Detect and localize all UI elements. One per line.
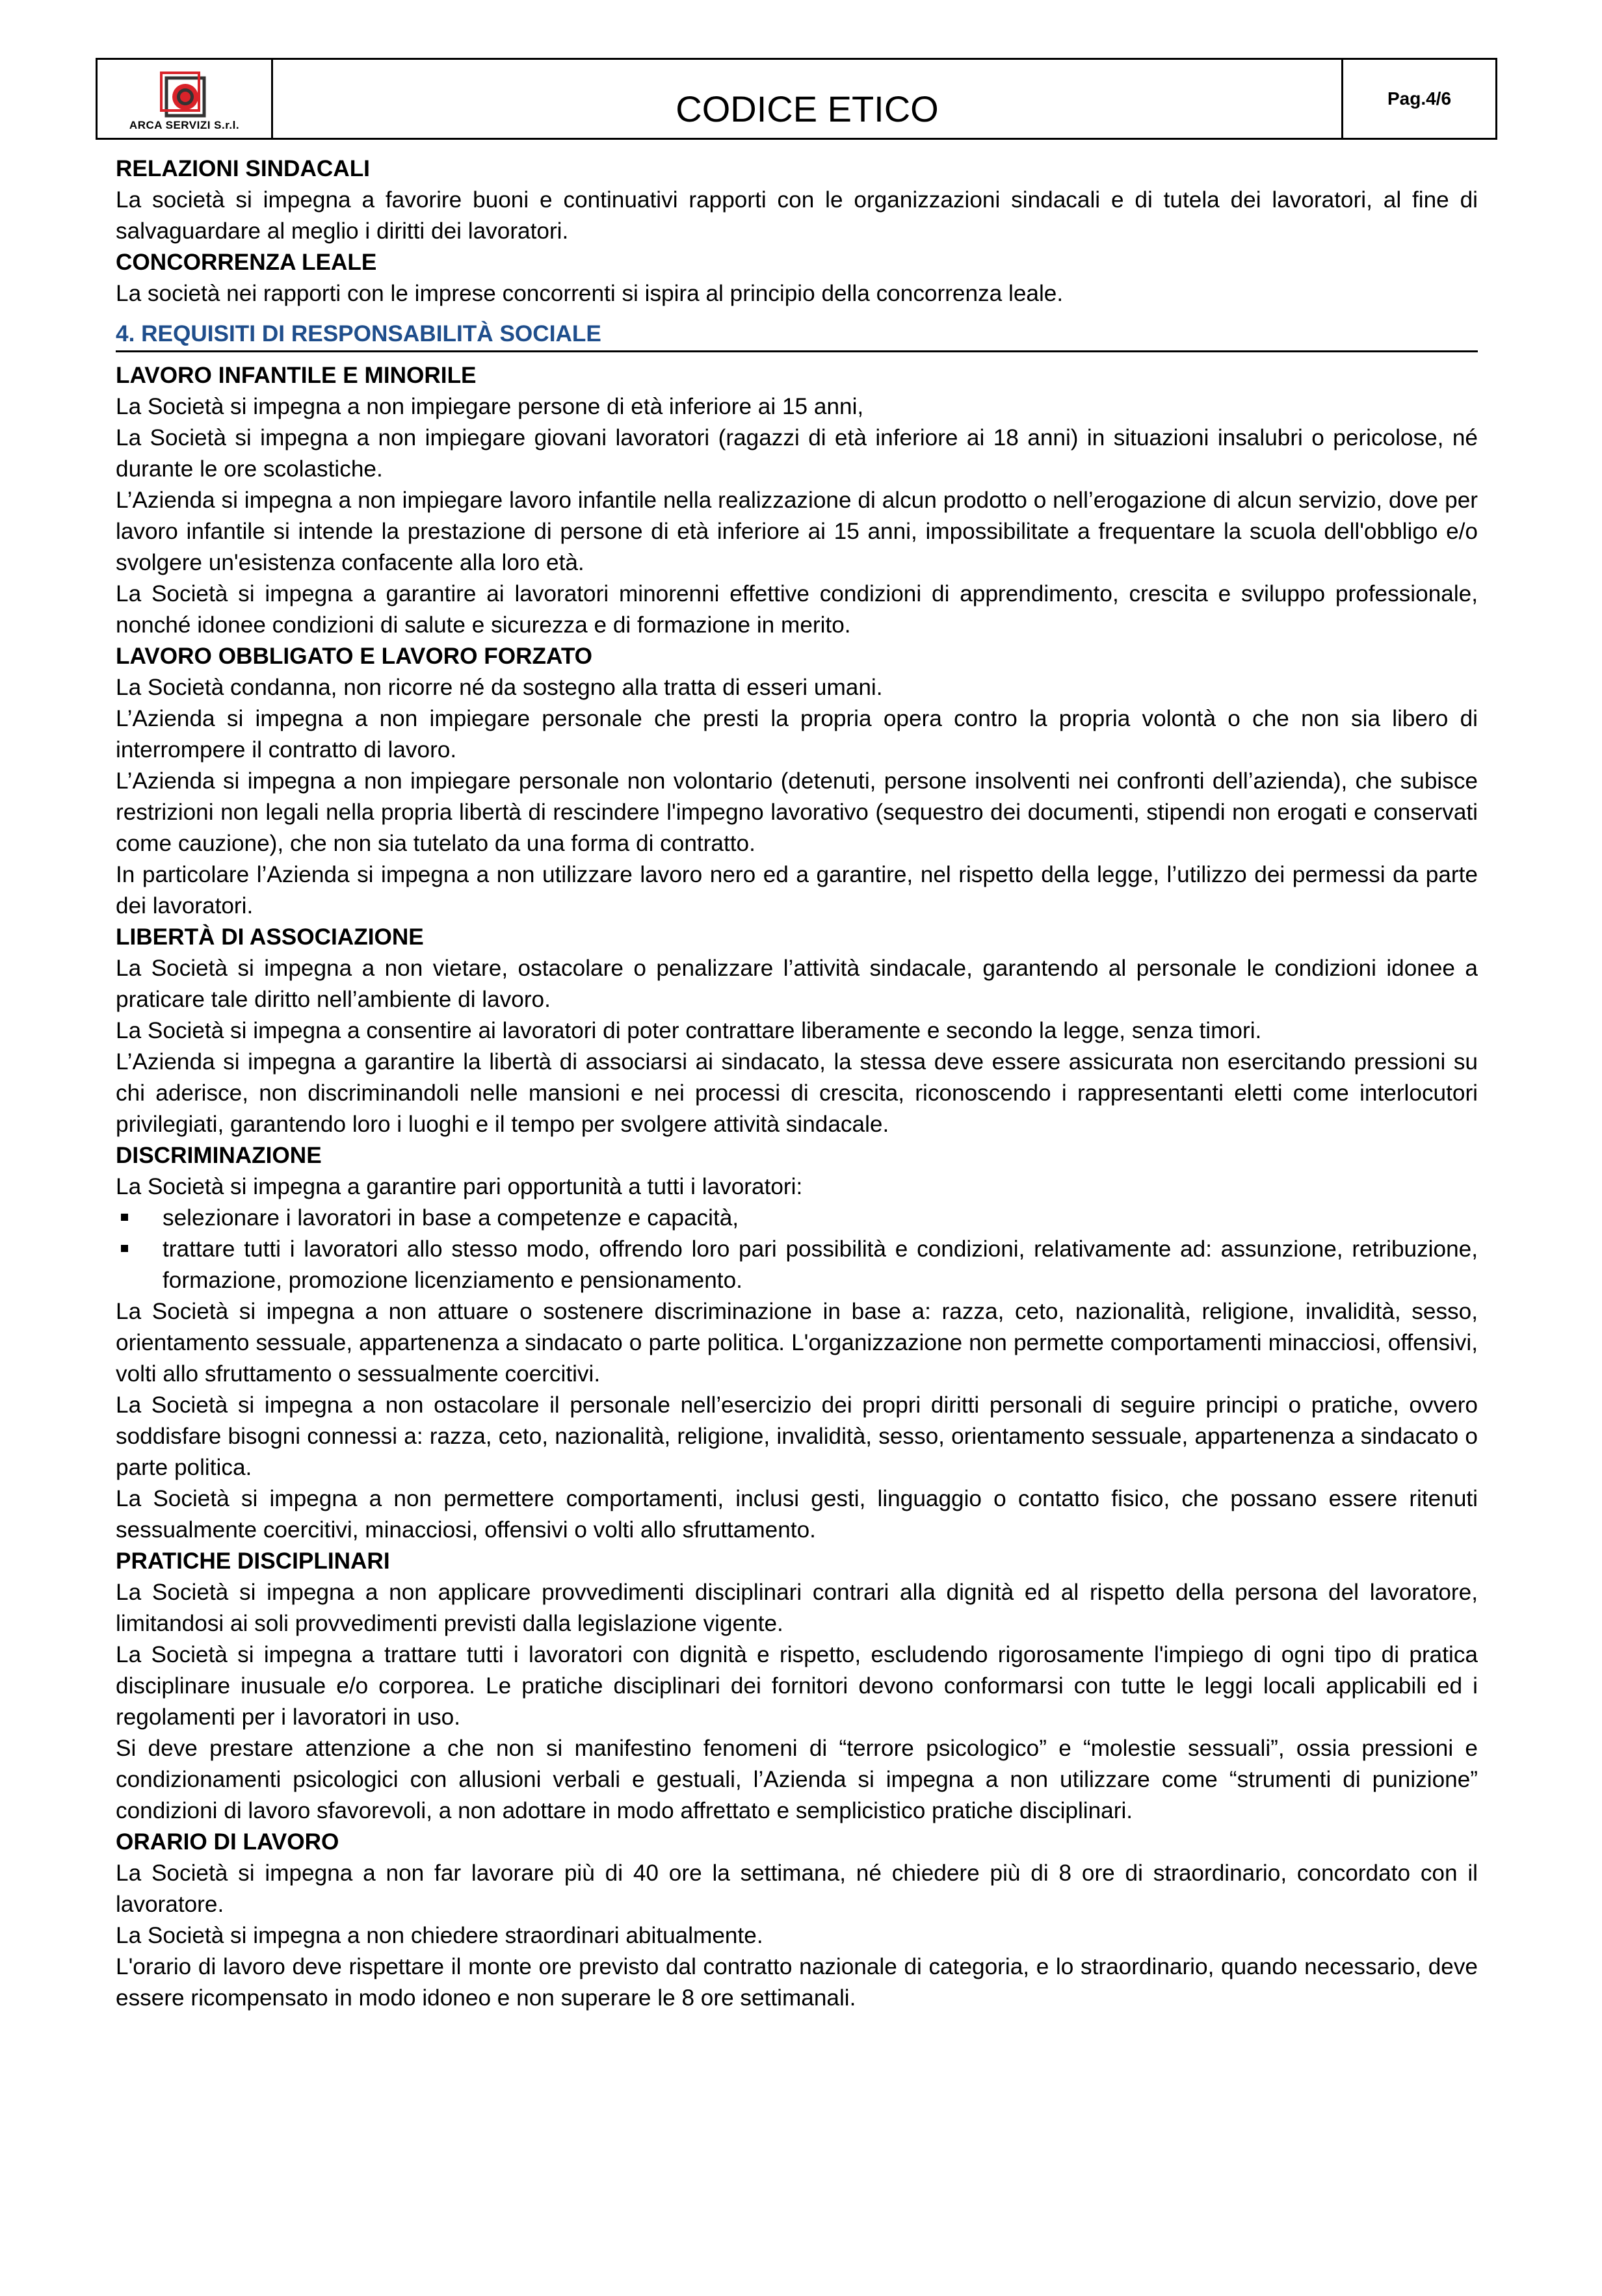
bullet-list <box>116 1203 1478 1296</box>
list-item: trattare tutti i lavoratori allo stesso modo, offrendo loro pari possibilità e condizioni, relativamente ad: assunzione, retribuzione, formazione, promozione licenziamento e pensionamento. <box>116 1234 1478 1296</box>
paragraph: La Società si impegna a non applicare provvedimenti disciplinari contrari alla dignità ed al rispetto della persona del lavoratore, limitandosi ai soli provvedimenti previsti dalla legislazione vigente. <box>116 1580 1478 1636</box>
logo-cell <box>98 60 273 138</box>
paragraph: La Società si impegna a non permettere comportamenti, inclusi gesti, linguaggio o contatto fisico, che possano essere ritenuti sessualmente coercitivi, minacciosi, offensivi o volti allo sfruttamento. <box>116 1486 1478 1543</box>
paragraph: In particolare l’Azienda si impegna a non utilizzare lavoro nero ed a garantire, nel rispetto della legge, l’utilizzo dei permessi da parte dei lavoratori. <box>116 862 1478 919</box>
page-header <box>96 58 1497 140</box>
paragraph: La Società si impegna a consentire ai lavoratori di poter contrattare liberamente e secondo la legge, senza timori. <box>116 1018 1262 1043</box>
company-logo-icon <box>160 72 211 122</box>
heading-discriminazione: DISCRIMINAZIONE <box>116 1143 322 1168</box>
paragraph: La Società si impegna a trattare tutti i lavoratori con dignità e rispetto, escludendo rigorosamente l'impiego di ogni tipo di pratica disciplinare inusuale e/o corporea. Le pratiche disciplinari dei fornitori devono conformarsi con tutte le leggi locali applicabili ed i regolamenti per i lavoratori in uso. <box>116 1642 1478 1730</box>
document-title: CODICE ETICO <box>676 88 939 129</box>
paragraph: L’Azienda si impegna a non impiegare lavoro infantile nella realizzazione di alcun prodotto o nell’erogazione di alcun servizio, dove per lavoro infantile si intende la prestazione di persone di età inferiore ai 15 anni, impossibilitate a frequentare la scuola dell'obbligo e/o svolgere un'esistenza confacente alla loro età. <box>116 488 1478 575</box>
company-name: ARCA SERVIZI S.r.l. <box>129 119 240 131</box>
paragraph: L’Azienda si impegna a non impiegare personale non volontario (detenuti, persone insolventi nei confronti dell’azienda), che subisce restrizioni non legali nella propria libertà di rescindere l'impegno lavorativo (sequestro dei documenti, stipendi non erogati e conservati come cauzione), che non sia tutelato da una forma di contratto. <box>116 768 1478 856</box>
paragraph: La Società si impegna a non chiedere straordinari abitualmente. <box>116 1923 763 1948</box>
paragraph: L'orario di lavoro deve rispettare il monte ore previsto dal contratto nazionale di categoria, e lo straordinario, quando necessario, deve essere ricompensato in modo idoneo e non superare le 8 ore settimanali. <box>116 1954 1478 2011</box>
page-number: Pag.4/6 <box>1387 88 1452 109</box>
heading-relazioni-sindacali: RELAZIONI SINDACALI <box>116 156 370 181</box>
paragraph: La Società si impegna a non ostacolare il personale nell’esercizio dei propri diritti personali di seguire principi o pratiche, ovvero soddisfare bisogni connessi a: razza, ceto, nazionalità, religione, invalidità, sesso, orientamento sessuale, appartenenza a sindacato o parte politica. <box>116 1392 1478 1480</box>
paragraph: La Società si impegna a garantire pari opportunità a tutti i lavoratori: <box>116 1174 803 1199</box>
heading-lavoro-infantile: LAVORO INFANTILE E MINORILE <box>116 363 477 388</box>
paragraph: La Società si impegna a non vietare, ostacolare o penalizzare l’attività sindacale, garantendo al personale le condizioni idonee a praticare tale diritto nell’ambiente di lavoro. <box>116 956 1478 1012</box>
paragraph: La Società si impegna a non impiegare giovani lavoratori (ragazzi di età inferiore ai 18 anni) in situazioni insalubri o pericolose, né durante le ore scolastiche. <box>116 425 1478 482</box>
paragraph: La società si impegna a favorire buoni e continuativi rapporti con le organizzazioni sindacali e di tutela dei lavoratori, al fine di salvaguardare al meglio i diritti dei lavoratori. <box>116 187 1478 244</box>
paragraph: L’Azienda si impegna a non impiegare personale che presti la propria opera contro la propria volontà o che non sia libero di interrompere il contratto di lavoro. <box>116 706 1478 763</box>
paragraph: La Società si impegna a non attuare o sostenere discriminazione in base a: razza, ceto, nazionalità, religione, invalidità, sesso, orientamento sessuale, appartenenza a sindacato o parte politica. L'organizzazione non permette comportamenti minacciosi, offensivi, volti allo sfruttamento o sessualmente coercitivi. <box>116 1299 1478 1387</box>
paragraph: L’Azienda si impegna a garantire la libertà di associarsi ai sindacato, la stessa deve essere assicurata non esercitando pressioni su chi aderisce, non discriminandoli nelle mansioni e nei processi di crescita, riconoscendo i rappresentanti eletti come interlocutori privilegiati, garantendo loro i luoghi e il tempo per svolgere attività sindacale. <box>116 1049 1478 1137</box>
paragraph: La Società si impegna a garantire ai lavoratori minorenni effettive condizioni di apprendimento, crescita e sviluppo professionale, nonché idonee condizioni di salute e sicurezza e di formazione in merito. <box>116 581 1478 638</box>
heading-pratiche-disciplinari: PRATICHE DISCIPLINARI <box>116 1548 390 1574</box>
heading-concorrenza-leale: CONCORRENZA LEALE <box>116 250 377 275</box>
section-title-requisiti: 4. REQUISITI DI RESPONSABILITÀ SOCIALE <box>116 319 1478 352</box>
heading-lavoro-forzato: LAVORO OBBLIGATO E LAVORO FORZATO <box>116 644 593 669</box>
heading-orario-lavoro: ORARIO DI LAVORO <box>116 1829 339 1855</box>
heading-liberta-associazione: LIBERTÀ DI ASSOCIAZIONE <box>116 924 424 950</box>
list-item: selezionare i lavoratori in base a competenze e capacità, <box>116 1203 1478 1234</box>
paragraph: La società nei rapporti con le imprese concorrenti si ispira al principio della concorrenza leale. <box>116 281 1064 306</box>
paragraph: La Società condanna, non ricorre né da sostegno alla tratta di esseri umani. <box>116 675 883 700</box>
paragraph: Si deve prestare attenzione a che non si manifestino fenomeni di “terrore psicologico” e “molestie sessuali”, ossia pressioni e condizionamenti psicologici con allusioni verbali e gestuali, l’Azienda si impegna a non utilizzare come “strumenti di punizione” condizioni di lavoro sfavorevoli, a non adottare in modo affrettato e semplicistico pratiche disciplinari. <box>116 1736 1478 1823</box>
document-body <box>116 153 1478 2014</box>
paragraph: La Società si impegna a non far lavorare più di 40 ore la settimana, né chiedere più di 8 ore di straordinario, concordato con il lavoratore. <box>116 1860 1478 1917</box>
paragraph: La Società si impegna a non impiegare persone di età inferiore ai 15 anni, <box>116 394 864 419</box>
